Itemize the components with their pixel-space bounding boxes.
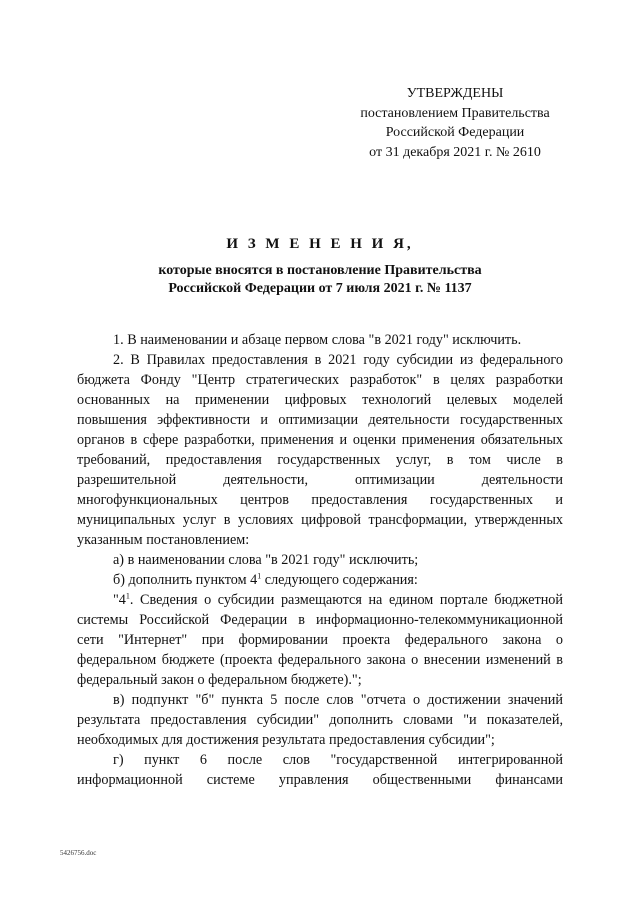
paragraph-v: в) подпункт "б" пункта 5 после слов "отчета о достижении значений результата предоставления субсидии" дополнить словами "и показателей, необходимых для достижения результата предоставления субсидии"; — [77, 692, 563, 748]
paragraph-2: 2. В Правилах предоставления в 2021 году субсидии из федерального бюджета Фонду "Центр стратегических разработок" в целях разработки основанных на применении цифровых технологий целевых моделей повышения эффективности и оптимизации деятельности государственных органов в сфере разработки, применения и оценки применения обязательных требований, предоставления государственных услуг, в том числе в разрешительной деятельности, оптимизации деятельности многофункциональных центров предоставления государственных и муниципальных услуг в условиях цифровой трансформации, утвержденных указанным постановлением: — [77, 352, 563, 548]
paragraph-quote-superscript: 1 — [125, 591, 130, 601]
subtitle-line-1: которые вносятся в постановление Правительства — [158, 263, 482, 278]
approval-block — [348, 84, 562, 162]
paragraph-b-superscript: 1 — [257, 571, 262, 581]
paragraph-quote-text: . Сведения о субсидии размещаются на едином портале бюджетной системы Российской Федерации в информационно-телекоммуникационной сети "Интернет" при формировании проекта федерального закона о федеральном бюджете (проекта федерального закона о внесении изменений в федеральный закон о федеральном бюджете)."; — [77, 592, 563, 688]
paragraph-b-text-end: следующего содержания: — [261, 572, 418, 588]
document-body — [77, 330, 563, 790]
approval-country: Российской Федерации — [385, 125, 525, 140]
approval-by: постановлением Правительства — [360, 105, 550, 121]
document-title: И З М Е Н Е Н И Я, — [226, 236, 414, 252]
paragraph-g: г) пункт 6 после слов "государственной интегрированной информационной системе управления общественными финансами — [77, 752, 563, 788]
approval-stamp: УТВЕРЖДЕНЫ — [406, 86, 504, 101]
paragraph-b — [77, 570, 563, 590]
paragraph-a: а) в наименовании слова "в 2021 году" исключить; — [113, 552, 419, 568]
approval-date-number: от 31 декабря 2021 г. № 2610 — [369, 144, 541, 160]
paragraph-quote-start: "4 — [113, 592, 126, 608]
subtitle-line-2: Российской Федерации от 7 июля 2021 г. № 1137 — [168, 281, 472, 296]
paragraph-b-text: б) дополнить пунктом 4 — [113, 572, 258, 588]
paragraph-1: 1. В наименовании и абзаце первом слова "в 2021 году" исключить. — [113, 332, 522, 348]
file-reference: 5426756.doc — [60, 849, 97, 857]
document-subtitle — [120, 262, 520, 298]
paragraph-quote — [77, 590, 563, 690]
